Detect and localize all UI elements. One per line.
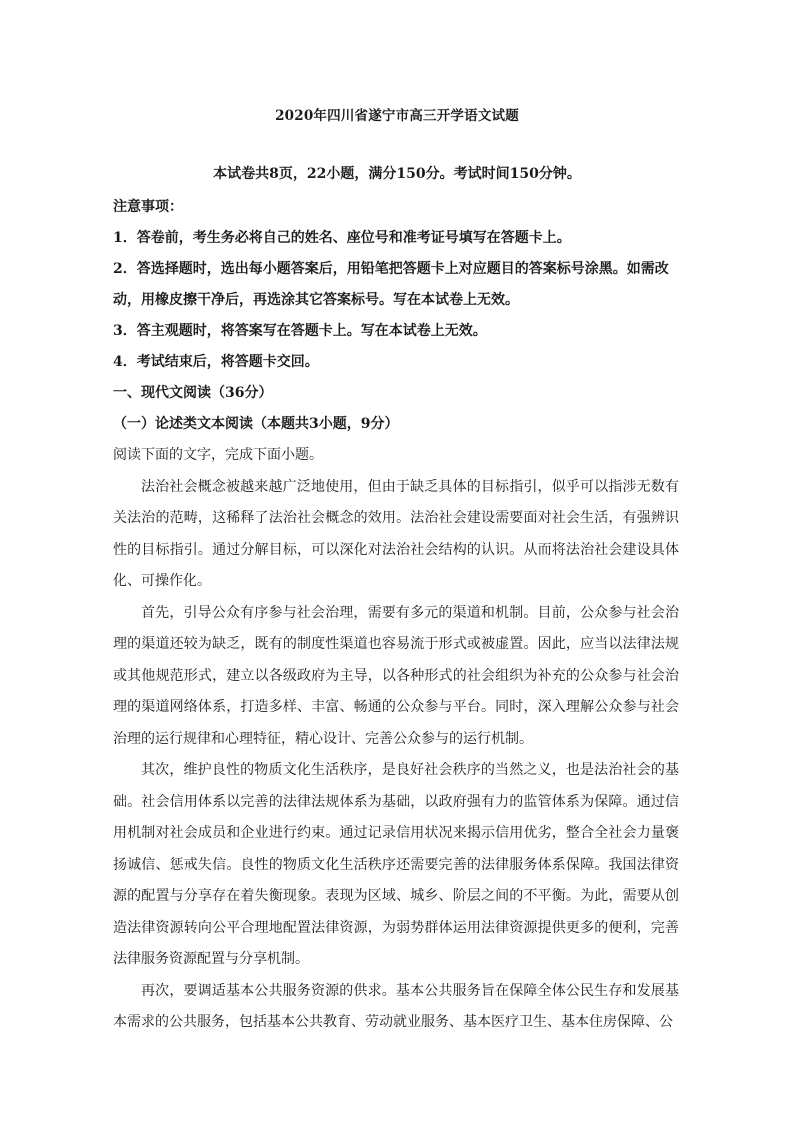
notes-section bbox=[113, 192, 679, 440]
passage-paragraph-1: 法治社会概念被越来越广泛地使用，但由于缺乏具体的目标指引，似乎可以指涉无数有关法治的范畴，这稀释了法治社会概念的效用。法治社会建设需要面对社会生活，有强辨识性的目标指引。通过分解目标，可以深化对法治社会结构的认识。从而将法治社会建设具体化、可操作化。 bbox=[113, 478, 679, 589]
note-item-2: 2．答选择题时，选出每小题答案后，用铅笔把答题卡上对应题目的答案标号涂黑。如需改动，用橡皮擦干净后，再选涂其它答案标号。写在本试卷上无效。 bbox=[113, 261, 669, 308]
note-item-4: 4．考试结束后，将答题卡交回。 bbox=[113, 354, 319, 370]
exam-subtitle: 本试卷共8页，22小题，满分150分。考试时间150分钟。 bbox=[213, 166, 581, 182]
notes-heading: 注意事项： bbox=[113, 199, 183, 215]
passage-paragraph-4: 再次，要调适基本公共服务资源的供求。基本公共服务旨在保障全体公民生存和发展基本需求的公共服务，包括基本公共教育、劳动就业服务、基本医疗卫生、基本住房保障、公 bbox=[113, 982, 679, 1030]
subsection-heading: （一）论述类文本阅读（本题共3小题，9分） bbox=[113, 416, 399, 432]
note-item-1: 1．答卷前，考生务必将自己的姓名、座位号和准考证号填写在答题卡上。 bbox=[113, 230, 571, 246]
exam-title: 2020年四川省遂宁市高三开学语文试题 bbox=[275, 108, 519, 124]
passage-paragraph-3: 其次，维护良性的物质文化生活秩序，是良好社会秩序的当然之义，也是法治社会的基础。社会信用体系以完善的法律法规体系为基础，以政府强有力的监管体系为保障。通过信用机制对社会成员和企业进行约束。通过记录信用状况来揭示信用优劣，整合全社会力量褒扬诚信、惩戒失信。良性的物质文化生活秩序还需要完善的法律服务体系保障。我国法律资源的配置与分享存在着失衡现象。表现为区域、城乡、阶层之间的不平衡。为此，需要从创造法律资源转向公平合理地配置法律资源，为弱势群体运用法律资源提供更多的便利，完善法律服务资源配置与分享机制。 bbox=[113, 762, 679, 967]
note-item-3: 3．答主观题时，将答案写在答题卡上。写在本试卷上无效。 bbox=[113, 323, 487, 339]
reading-instruction: 阅读下面的文字，完成下面小题。 bbox=[113, 447, 323, 463]
reading-passage bbox=[113, 440, 679, 1039]
section-heading: 一、现代文阅读（36分） bbox=[113, 385, 273, 401]
passage-paragraph-2: 首先，引导公众有序参与社会治理，需要有多元的渠道和机制。目前，公众参与社会治理的渠道还较为缺乏，既有的制度性渠道也容易流于形式或被虚置。因此，应当以法律法规或其他规范形式，建立以各级政府为主导，以各种形式的社会组织为补充的公众参与社会治理的渠道网络体系，打造多样、丰富、畅通的公众参与平台。同时，深入理解公众参与社会治理的运行规律和心理特征，精心设计、完善公众参与的运行机制。 bbox=[113, 604, 679, 747]
